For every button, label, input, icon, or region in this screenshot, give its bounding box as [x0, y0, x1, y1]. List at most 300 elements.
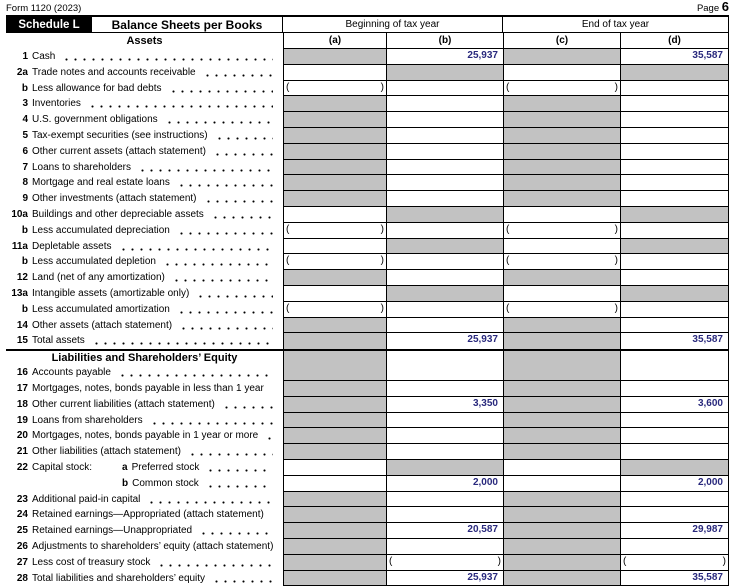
- amount-cell-d-line-12[interactable]: [620, 270, 729, 286]
- amount-cell-b-line-12[interactable]: [386, 270, 503, 286]
- open-paren: (: [506, 223, 510, 235]
- row-label: [32, 223, 283, 239]
- line-number: 21: [16, 446, 28, 458]
- amount-cell-d-line-b[interactable]: [620, 254, 729, 270]
- amount-cell-d-line-26[interactable]: [620, 539, 729, 555]
- row-label: [32, 302, 283, 318]
- amount-cell-a-line-22[interactable]: [283, 460, 386, 476]
- amount-cell-b-line-b[interactable]: [386, 223, 503, 239]
- amount-cell-b-line-18[interactable]: 3,350: [386, 397, 503, 413]
- row-label-text: Other investments (attach statement): [32, 193, 197, 205]
- close-paren: ): [497, 555, 501, 567]
- row-label: [32, 239, 283, 255]
- table-row: [6, 444, 729, 460]
- balance-sheet-table: [6, 15, 729, 586]
- line-number: 2a: [16, 66, 28, 78]
- amount-cell-b-line-b[interactable]: [386, 81, 503, 97]
- sub-label-text: Preferred stock: [131, 461, 200, 473]
- close-paren: ): [380, 223, 384, 235]
- amount-cell-a-line-10a[interactable]: [283, 207, 386, 223]
- line-number: 14: [16, 319, 28, 331]
- row-label-text: Less cost of treasury stock: [32, 556, 151, 568]
- close-paren: ): [614, 255, 618, 267]
- row-label-text: Mortgages, notes, bonds payable in less than 1 year: [32, 382, 264, 394]
- dot-leader: [177, 175, 273, 191]
- amount-cell-c-line-24: [503, 507, 620, 523]
- amount-cell-a-line-26: [283, 539, 386, 555]
- row-label: [32, 413, 283, 429]
- table-row: [6, 81, 729, 97]
- amount-cell-b-line-26[interactable]: [386, 539, 503, 555]
- amount-cell-b[interactable]: 2,000: [386, 476, 503, 492]
- row-label: [32, 476, 283, 492]
- row-label: [32, 539, 283, 555]
- amount-cell-d-line-11a: [620, 239, 729, 255]
- amount-cell-c-line-16: [503, 365, 620, 381]
- table-row: [6, 160, 729, 176]
- amount-cell-d-line-7[interactable]: [620, 160, 729, 176]
- line-number: 27: [16, 556, 28, 568]
- liabilities-section-title: Liabilities and Shareholders’ Equity: [51, 352, 238, 365]
- row-label-text: Inventories: [32, 98, 81, 110]
- row-label-text: Retained earnings—Appropriated (attach statement): [32, 509, 264, 521]
- line-number: 8: [22, 177, 28, 189]
- row-label-text: Buildings and other depreciable assets: [32, 208, 204, 220]
- line-number: 18: [16, 398, 28, 410]
- amount-cell-b-line-5[interactable]: [386, 128, 503, 144]
- open-paren: (: [286, 81, 290, 93]
- amount-cell-c[interactable]: [503, 476, 620, 492]
- table-row: [6, 492, 729, 508]
- dot-leader: [271, 507, 273, 523]
- amount-cell-a-line-b[interactable]: [283, 302, 386, 318]
- row-label: [32, 144, 283, 160]
- dot-leader: [222, 397, 273, 413]
- dot-leader: [119, 239, 274, 255]
- line-number: 15: [16, 335, 28, 347]
- line-number: 25: [16, 525, 28, 537]
- line-number: [6, 476, 32, 492]
- dot-leader: [215, 128, 273, 144]
- row-label: [32, 460, 283, 476]
- amount-cell-d-line-20[interactable]: [620, 428, 729, 444]
- dot-leader: [206, 460, 269, 476]
- dot-leader: [169, 81, 273, 97]
- amount-cell-a-line-7: [283, 160, 386, 176]
- amount-cell-a-line-17: [283, 381, 386, 397]
- table-row: [6, 413, 729, 429]
- amount-cell-a-line-16: [283, 365, 386, 381]
- row-label: [32, 112, 283, 128]
- table-header-row: [6, 17, 729, 33]
- amount-cell-c-line-22[interactable]: [503, 460, 620, 476]
- amount-cell-a[interactable]: [283, 476, 386, 492]
- amount-cell-b-line-17[interactable]: [386, 381, 503, 397]
- line-number: 3: [22, 98, 28, 110]
- amount-cell-c-line-b[interactable]: [503, 302, 620, 318]
- row-label: [32, 555, 283, 571]
- amount-cell-d-line-4[interactable]: [620, 112, 729, 128]
- amount-cell-d-line-8[interactable]: [620, 175, 729, 191]
- line-number: b: [21, 224, 28, 236]
- schedule-label: Schedule L: [6, 17, 92, 32]
- amount-cell-d-line-6[interactable]: [620, 144, 729, 160]
- dot-leader: [177, 302, 273, 318]
- dot-leader: [62, 49, 273, 65]
- line-number: 16: [16, 367, 28, 379]
- amount-cell-d-line-16[interactable]: [620, 365, 729, 381]
- row-label: [32, 571, 283, 587]
- dot-leader: [271, 381, 273, 397]
- line-number: 7: [22, 161, 28, 173]
- row-label: [32, 254, 283, 270]
- capital-stock-sub-item: [122, 476, 279, 492]
- amount-cell-a-line-24: [283, 507, 386, 523]
- amount-cell-b-line-3[interactable]: [386, 96, 503, 112]
- amount-cell-c-line-23: [503, 492, 620, 508]
- amount-cell-a-line-14: [283, 318, 386, 334]
- amount-cell-c-line-13a[interactable]: [503, 286, 620, 302]
- balance-sheet-rows: [6, 49, 729, 586]
- dot-leader: [157, 555, 273, 571]
- amount-cell-d-line-22: [620, 460, 729, 476]
- row-label-text: Other current liabilities (attach statement): [32, 398, 215, 410]
- row-label-text: Loans to shareholders: [32, 161, 131, 173]
- capital-stock-sub-item: [122, 460, 279, 476]
- amount-cell-a-line-3: [283, 96, 386, 112]
- line-number: 20: [16, 430, 28, 442]
- row-label: [32, 81, 283, 97]
- amount-cell-d[interactable]: 2,000: [620, 476, 729, 492]
- amount-cell-d: [620, 351, 729, 365]
- amount-cell-a-line-b[interactable]: [283, 254, 386, 270]
- row-label: [32, 365, 283, 381]
- row-label-text: Additional paid-in capital: [32, 493, 141, 505]
- amount-cell-a-line-13a[interactable]: [283, 286, 386, 302]
- row-label-text: Mortgage and real estate loans: [32, 177, 170, 189]
- open-paren: (: [389, 555, 393, 567]
- column-header-b: (b): [386, 33, 503, 49]
- dot-leader: [212, 571, 273, 587]
- dot-leader: [88, 96, 273, 112]
- dot-leader: [138, 160, 273, 176]
- amount-cell-c-line-b[interactable]: [503, 81, 620, 97]
- amount-cell-a-line-9: [283, 191, 386, 207]
- amount-cell-d-line-5[interactable]: [620, 128, 729, 144]
- table-row: [6, 365, 729, 381]
- row-label-text: Total assets: [32, 335, 85, 347]
- line-number: 26: [16, 540, 28, 552]
- amount-cell-b-line-6[interactable]: [386, 144, 503, 160]
- amount-cell-a-line-28: [283, 571, 386, 587]
- table-row: [6, 428, 729, 444]
- amount-cell-b-line-8[interactable]: [386, 175, 503, 191]
- amount-cell-a-line-2a[interactable]: [283, 65, 386, 81]
- amount-cell-a-line-b[interactable]: [283, 81, 386, 97]
- line-number: 22: [16, 461, 28, 473]
- dot-leader: [196, 286, 273, 302]
- row-label: [32, 428, 283, 444]
- row-label: [32, 160, 283, 176]
- amount-cell-c-line-14: [503, 318, 620, 334]
- open-paren: (: [623, 555, 627, 567]
- amount-cell-a-line-4: [283, 112, 386, 128]
- line-number: 1: [22, 51, 28, 62]
- page-top-bar: [6, 0, 729, 15]
- dot-leader: [211, 207, 273, 223]
- amount-cell-d-line-18[interactable]: 3,600: [620, 397, 729, 413]
- table-row: [6, 523, 729, 539]
- row-label-text: Less accumulated amortization: [32, 303, 170, 315]
- amount-cell-a-line-1: [283, 49, 386, 65]
- amount-cell-b-line-2a: [386, 65, 503, 81]
- column-header-a: (a): [283, 33, 386, 49]
- close-paren: ): [380, 255, 384, 267]
- amount-cell-d-line-25[interactable]: 29,987: [620, 523, 729, 539]
- dot-leader: [172, 270, 273, 286]
- page-word: Page: [696, 3, 720, 14]
- row-label-text: Cash: [32, 51, 56, 62]
- amount-cell-d-line-10a: [620, 207, 729, 223]
- amount-cell-a-line-18: [283, 397, 386, 413]
- open-paren: (: [286, 223, 290, 235]
- table-row: [6, 460, 729, 476]
- column-letters-row: [6, 33, 729, 49]
- open-paren: (: [506, 302, 510, 314]
- line-number: 19: [16, 414, 28, 426]
- amount-cell-b-line-19[interactable]: [386, 413, 503, 429]
- amount-cell-a-line-b[interactable]: [283, 223, 386, 239]
- close-paren: ): [614, 223, 618, 235]
- dot-leader: [163, 254, 273, 270]
- amount-cell-b-line-28[interactable]: 25,937: [386, 571, 503, 587]
- table-row: [6, 96, 729, 112]
- amount-cell-a: [283, 351, 386, 365]
- amount-cell-d-line-24[interactable]: [620, 507, 729, 523]
- page-number: [697, 0, 729, 14]
- row-label-text: Retained earnings—Unappropriated: [32, 525, 193, 537]
- amount-cell-c-line-3: [503, 96, 620, 112]
- row-label-text: Other liabilities (attach statement): [32, 446, 181, 458]
- close-paren: ): [380, 302, 384, 314]
- amount-cell-b-line-b[interactable]: [386, 254, 503, 270]
- row-label-text: U.S. government obligations: [32, 114, 158, 126]
- line-number: 23: [16, 493, 28, 505]
- amount-cell-a-line-6: [283, 144, 386, 160]
- amount-cell-a-line-5: [283, 128, 386, 144]
- row-label-text: Loans from shareholders: [32, 414, 143, 426]
- amount-cell-d-line-b[interactable]: [620, 81, 729, 97]
- dot-leader: [150, 413, 273, 429]
- row-label: [32, 49, 283, 65]
- amount-cell-c-line-15: [503, 333, 620, 349]
- amount-cell-b-line-b[interactable]: [386, 302, 503, 318]
- amount-cell-b-line-9[interactable]: [386, 191, 503, 207]
- table-row: [6, 270, 729, 286]
- line-number: b: [21, 256, 28, 268]
- table-row: [6, 144, 729, 160]
- amount-cell-a-line-27: [283, 555, 386, 571]
- amount-cell-c-line-20: [503, 428, 620, 444]
- amount-cell-b-line-22: [386, 460, 503, 476]
- dot-leader: [213, 144, 273, 160]
- row-label-text: Depletable assets: [32, 240, 112, 252]
- dot-leader: [203, 65, 273, 81]
- amount-cell-c-line-b[interactable]: [503, 254, 620, 270]
- table-row: [6, 318, 729, 334]
- dot-leader: [199, 523, 273, 539]
- amount-cell-d-line-14[interactable]: [620, 318, 729, 334]
- amount-cell-c-line-19: [503, 413, 620, 429]
- table-row: [6, 333, 729, 349]
- amount-cell-c-line-28: [503, 571, 620, 587]
- amount-cell-b-line-23[interactable]: [386, 492, 503, 508]
- amount-cell-d-line-9[interactable]: [620, 191, 729, 207]
- amount-cell-b-line-1[interactable]: 25,937: [386, 49, 503, 65]
- amount-cell-c-line-1: [503, 49, 620, 65]
- line-number: 28: [16, 572, 28, 584]
- line-number: 4: [22, 114, 28, 126]
- amount-cell-b-line-14[interactable]: [386, 318, 503, 334]
- line-number: 12: [16, 272, 28, 284]
- line-number: 9: [22, 193, 28, 205]
- amount-cell-c-line-b[interactable]: [503, 223, 620, 239]
- amount-cell-d-line-13a: [620, 286, 729, 302]
- amount-cell-a-line-21: [283, 444, 386, 460]
- amount-cell-d-line-19[interactable]: [620, 413, 729, 429]
- table-row: [6, 381, 729, 397]
- amount-cell-d-line-1[interactable]: 35,587: [620, 49, 729, 65]
- table-row: [6, 239, 729, 255]
- close-paren: ): [380, 81, 384, 93]
- amount-cell-b-line-15[interactable]: 25,937: [386, 333, 503, 349]
- amount-cell-d-line-28[interactable]: 35,587: [620, 571, 729, 587]
- open-paren: (: [286, 302, 290, 314]
- dot-leader: [206, 476, 269, 492]
- dot-leader: [265, 428, 273, 444]
- open-paren: (: [506, 81, 510, 93]
- line-number: 6: [22, 145, 28, 157]
- amount-cell-b-line-24[interactable]: [386, 507, 503, 523]
- sub-letter: a: [122, 461, 128, 473]
- table-row: [6, 539, 729, 555]
- amount-cell-c-line-25: [503, 523, 620, 539]
- row-label: [32, 318, 283, 334]
- open-paren: (: [506, 255, 510, 267]
- amount-cell-b-line-10a: [386, 207, 503, 223]
- amount-cell-c-line-26: [503, 539, 620, 555]
- sub-letter: b: [122, 477, 129, 489]
- column-header-d: (d): [620, 33, 729, 49]
- amount-cell-a-line-11a[interactable]: [283, 239, 386, 255]
- table-row: [6, 476, 729, 492]
- row-label: [32, 381, 283, 397]
- line-number: 11a: [11, 240, 28, 252]
- dot-leader: [188, 444, 273, 460]
- amount-cell-b-line-27[interactable]: [386, 555, 503, 571]
- amount-cell-d-line-3[interactable]: [620, 96, 729, 112]
- amount-cell-c-line-6: [503, 144, 620, 160]
- sub-label-text: Common stock: [132, 477, 199, 489]
- form-id: Form 1120 (2023): [6, 3, 82, 14]
- table-row: [6, 286, 729, 302]
- liabilities-section-row: [6, 349, 729, 365]
- amount-cell-b-line-7[interactable]: [386, 160, 503, 176]
- amount-cell-c-line-18: [503, 397, 620, 413]
- amount-cell-d-line-15[interactable]: 35,587: [620, 333, 729, 349]
- row-label: [32, 128, 283, 144]
- table-row: [6, 112, 729, 128]
- amount-cell-c-line-9: [503, 191, 620, 207]
- row-label-text: Adjustments to shareholders’ equity (attach statement): [32, 540, 274, 552]
- amount-cell-b: [386, 351, 503, 365]
- table-row: [6, 223, 729, 239]
- amount-cell-d-line-21[interactable]: [620, 444, 729, 460]
- row-label: [32, 207, 283, 223]
- amount-cell-b-line-4[interactable]: [386, 112, 503, 128]
- row-label: [32, 444, 283, 460]
- amount-cell-b-line-16[interactable]: [386, 365, 503, 381]
- row-label-text: Less accumulated depreciation: [32, 224, 170, 236]
- amount-cell-b-line-11a: [386, 239, 503, 255]
- line-number: 24: [16, 509, 28, 521]
- amount-cell-d-line-2a: [620, 65, 729, 81]
- row-label-text: Total liabilities and shareholders’ equity: [32, 572, 206, 584]
- amount-cell-a-line-19: [283, 413, 386, 429]
- amount-cell-d-line-27[interactable]: [620, 555, 729, 571]
- amount-cell-d-line-b[interactable]: [620, 223, 729, 239]
- amount-cell-c: [503, 351, 620, 365]
- amount-cell-d-line-b[interactable]: [620, 302, 729, 318]
- amount-cell-c-line-4: [503, 112, 620, 128]
- row-label: [32, 96, 283, 112]
- amount-cell-b-line-21[interactable]: [386, 444, 503, 460]
- table-row: [6, 65, 729, 81]
- amount-cell-c-line-27: [503, 555, 620, 571]
- table-row: [6, 254, 729, 270]
- table-row: [6, 555, 729, 571]
- amount-cell-c-line-11a[interactable]: [503, 239, 620, 255]
- amount-cell-b-line-25[interactable]: 20,587: [386, 523, 503, 539]
- dot-leader: [165, 112, 273, 128]
- dot-leader: [179, 318, 273, 334]
- amount-cell-d-line-23[interactable]: [620, 492, 729, 508]
- amount-cell-d-line-17[interactable]: [620, 381, 729, 397]
- line-number: b: [21, 303, 28, 315]
- line-number: 13a: [11, 287, 28, 299]
- table-row: [6, 128, 729, 144]
- amount-cell-a-line-23: [283, 492, 386, 508]
- table-row: [6, 507, 729, 523]
- amount-cell-c-line-10a[interactable]: [503, 207, 620, 223]
- schedule-title: Balance Sheets per Books: [92, 17, 283, 32]
- row-label: [32, 397, 283, 413]
- dot-leader: [204, 191, 273, 207]
- amount-cell-a-line-25: [283, 523, 386, 539]
- amount-cell-c-line-2a[interactable]: [503, 65, 620, 81]
- close-paren: ): [614, 302, 618, 314]
- close-paren: ): [722, 555, 726, 567]
- row-label-text: Capital stock:: [32, 461, 93, 473]
- row-label-text: Trade notes and accounts receivable: [32, 66, 196, 78]
- row-label-text: Other assets (attach statement): [32, 319, 173, 331]
- row-label: [32, 333, 283, 349]
- dot-leader: [147, 492, 273, 508]
- row-label: [32, 507, 283, 523]
- row-label-text: Less accumulated depletion: [32, 256, 156, 268]
- amount-cell-a-line-15: [283, 333, 386, 349]
- amount-cell-b-line-20[interactable]: [386, 428, 503, 444]
